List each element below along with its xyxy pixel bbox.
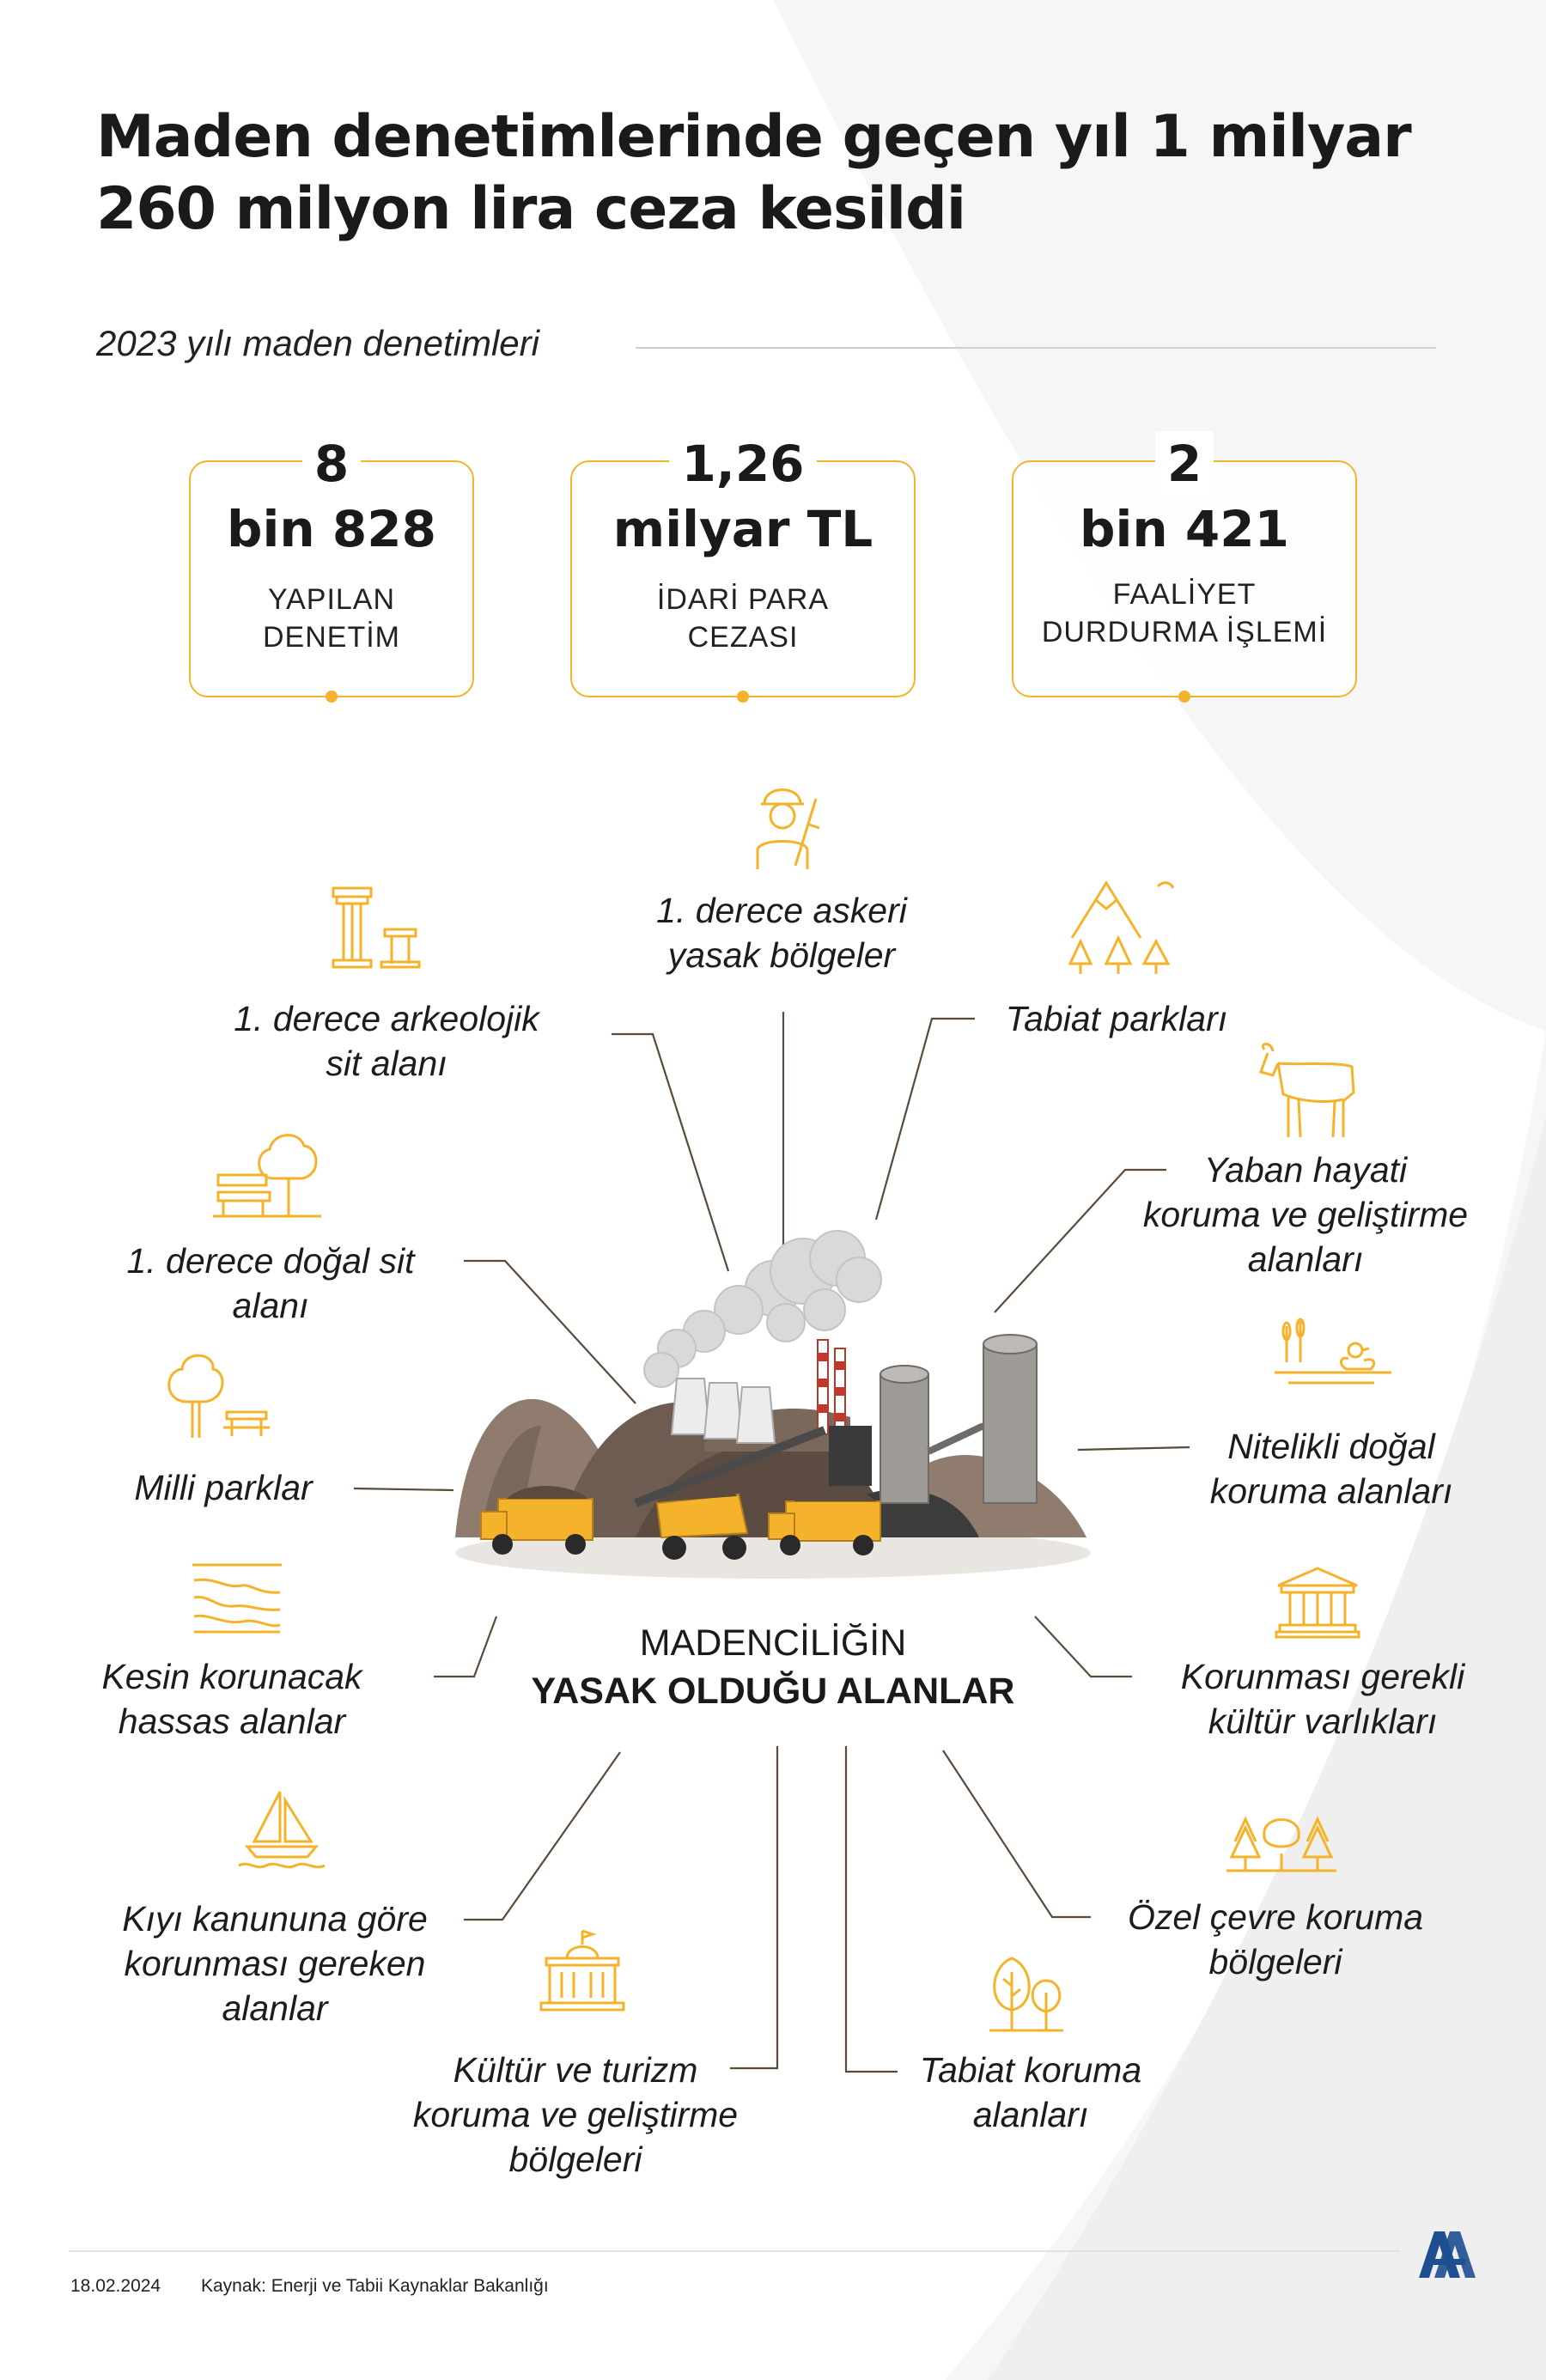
connector-nature-parks bbox=[876, 1019, 975, 1220]
area-label-wildlife bbox=[1108, 1147, 1503, 1281]
mine-illustration bbox=[447, 1228, 1099, 1589]
area-label-line: 1. derece arkeolojik bbox=[234, 999, 539, 1038]
area-label-line: 1. derece doğal sit bbox=[126, 1241, 415, 1281]
sailboat-icon bbox=[237, 1788, 326, 1874]
area-label-line: bölgeleri bbox=[1208, 1942, 1342, 1981]
mountain-pine-icon bbox=[1063, 869, 1175, 981]
area-label-line: Milli parklar bbox=[134, 1468, 313, 1507]
area-label-line: koruma ve geliştirme bbox=[1142, 1195, 1469, 1234]
area-label-line: koruma ve geliştirme bbox=[412, 2095, 739, 2134]
footer-source: Kaynak: Enerji ve Tabii Kaynaklar Bakanlığı bbox=[201, 2276, 549, 2296]
connector-special-env bbox=[943, 1750, 1091, 1917]
stat-value-line-2: bin 421 bbox=[1080, 500, 1289, 558]
stat-label-line-1: FAALİYET bbox=[1112, 578, 1257, 611]
stat-label-line-1: YAPILAN bbox=[267, 583, 396, 616]
forest-trees-icon bbox=[1226, 1785, 1338, 1874]
area-label-line: Tabiat parkları bbox=[1005, 999, 1228, 1038]
area-label-line: koruma alanları bbox=[1209, 1471, 1453, 1511]
stat-value-line-1: 2 bbox=[1155, 431, 1214, 496]
stat-label-line-1: İDARİ PARA bbox=[656, 583, 830, 616]
area-label-military bbox=[601, 888, 962, 977]
area-label-line: Nitelikli doğal bbox=[1227, 1427, 1435, 1466]
center-title-line-2: YASAK OLDUĞU ALANLAR bbox=[531, 1671, 1015, 1712]
area-label-line: Kültür ve turizm bbox=[453, 2050, 698, 2090]
stat-value-line-2: milyar TL bbox=[612, 500, 873, 558]
park-bench-tree-icon bbox=[213, 1127, 325, 1221]
stat-value-line-1: 8 bbox=[302, 431, 361, 496]
area-label-line: Tabiat koruma bbox=[919, 2050, 1142, 2090]
connector-nature-conservation bbox=[846, 1746, 898, 2072]
area-label-line: bölgeleri bbox=[508, 2140, 642, 2179]
stat-label-line-2: CEZASI bbox=[687, 621, 799, 654]
footer-divider bbox=[69, 2250, 1400, 2252]
area-label-line: Kesin korunacak bbox=[101, 1657, 362, 1696]
area-label-line: Özel çevre koruma bbox=[1127, 1897, 1424, 1937]
area-label-line: alanları bbox=[972, 2095, 1089, 2134]
title-line-2: 260 milyon lira ceza kesildi bbox=[96, 175, 966, 243]
goat-icon bbox=[1252, 1041, 1364, 1144]
area-label-nature-parks bbox=[962, 996, 1271, 1041]
area-label-line: yasak bölgeler bbox=[667, 935, 896, 975]
area-label-line: alanı bbox=[232, 1286, 309, 1325]
area-label-cultural-assets bbox=[1142, 1654, 1503, 1744]
ancient-columns-icon bbox=[328, 885, 423, 971]
area-label-line: kültür varlıkları bbox=[1208, 1701, 1438, 1741]
area-label-line: sit alanı bbox=[326, 1044, 447, 1083]
center-title bbox=[481, 1619, 1065, 1715]
area-label-special-env bbox=[1091, 1895, 1460, 1984]
area-label-line: Kıyı kanununa göre bbox=[122, 1899, 428, 1939]
connector-national-parks bbox=[354, 1488, 453, 1490]
area-label-natural-site bbox=[86, 1239, 455, 1328]
area-label-national-parks bbox=[86, 1465, 361, 1510]
subtitle: 2023 yılı maden denetimleri bbox=[96, 323, 539, 363]
area-label-line: hassas alanlar bbox=[118, 1701, 346, 1741]
coast-waves-icon bbox=[191, 1560, 285, 1637]
two-trees-icon bbox=[986, 1955, 1067, 2032]
title-line-1: Maden denetimlerinde geçen yıl 1 milyar bbox=[96, 103, 1411, 171]
picnic-tree-icon bbox=[160, 1350, 271, 1445]
area-label-sensitive bbox=[77, 1654, 386, 1744]
footer-date: 18.02.2024 bbox=[70, 2276, 161, 2296]
government-building-icon bbox=[538, 1929, 627, 2018]
stat-label-line-2: DURDURMA İŞLEMİ bbox=[1041, 616, 1328, 648]
area-label-line: alanları bbox=[1247, 1239, 1364, 1279]
area-label-nature-conservation bbox=[876, 2048, 1185, 2137]
aa-logo-icon bbox=[1415, 2225, 1477, 2280]
area-label-culture-tourism bbox=[369, 2048, 782, 2182]
center-title-line-1: MADENCİLİĞİN bbox=[639, 1622, 907, 1664]
duck-pond-icon bbox=[1271, 1316, 1400, 1393]
area-label-line: Yaban hayati bbox=[1203, 1150, 1408, 1190]
connector-coastal bbox=[464, 1752, 620, 1920]
area-label-coastal bbox=[77, 1896, 472, 2030]
stat-value-line-1: 1,26 bbox=[669, 431, 816, 496]
area-label-line: 1. derece askeri bbox=[656, 891, 907, 930]
area-label-line: korunması gereken bbox=[124, 1944, 426, 1983]
soldier-icon bbox=[740, 773, 826, 876]
connector-culture-tourism bbox=[730, 1746, 777, 2068]
area-label-archaeological bbox=[198, 996, 575, 1086]
area-label-line: alanlar bbox=[222, 1988, 328, 2028]
area-label-line: Korunması gerekli bbox=[1180, 1657, 1465, 1696]
stat-label-line-2: DENETİM bbox=[263, 621, 400, 654]
area-label-qualified-natural bbox=[1168, 1424, 1494, 1513]
temple-icon bbox=[1275, 1565, 1360, 1639]
stat-value-line-2: bin 828 bbox=[227, 500, 436, 558]
